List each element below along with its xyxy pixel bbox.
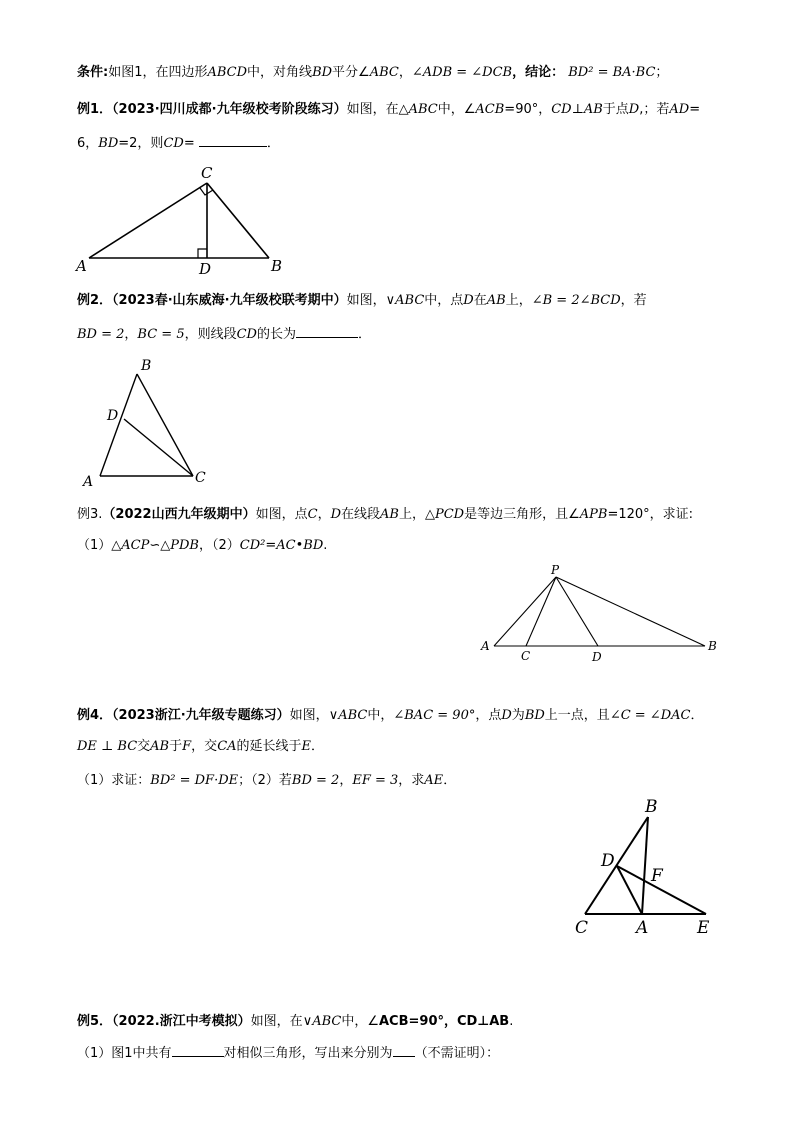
ex1-side-ac	[89, 183, 207, 258]
ex3-source: （2022山西九年级期中）	[102, 507, 256, 522]
ex2-label-d: D	[107, 408, 119, 424]
ex1-right-angle-d	[198, 249, 207, 258]
ex1-answer-blank[interactable]	[199, 134, 267, 147]
ex3-line2: （1）△ACP∽△PDB，（2）CD²=AC•BD.	[77, 538, 328, 553]
ex2-answer-blank[interactable]	[296, 325, 358, 338]
ex5-pairs-blank[interactable]	[393, 1044, 415, 1057]
ex3-segment-pb	[556, 577, 705, 646]
ex4-label-b: B	[645, 797, 658, 817]
ex3-segment-pd	[556, 577, 598, 646]
ex4-heading: 例4．	[77, 708, 113, 723]
ex1-line1: 例1．（2023·四川成都·九年级校考阶段练习）如图，在△ABC中，∠ACB=90°，CD⊥AB于点D,；若AD=	[77, 102, 701, 117]
ex2-segment-cd	[124, 419, 193, 476]
ex1-label-a: A	[76, 257, 87, 275]
ex4-label-a: A	[636, 918, 649, 938]
ex4-label-e: E	[697, 918, 710, 938]
ex5-count-blank[interactable]	[172, 1044, 224, 1057]
ex5-source: （2022.浙江中考模拟）	[112, 1014, 251, 1029]
ex1-line2: 6，BD=2，则CD= ．	[77, 136, 280, 151]
ex4-segment-cb	[585, 817, 648, 914]
ex3-heading: 例3.	[77, 507, 103, 522]
ex4-label-d: D	[601, 851, 615, 871]
condition-line: 条件:如图1，在四边形ABCD中，对角线BD平分∠ABC，∠ADB = ∠DCB，结论： BD² = BA·BC；	[77, 65, 669, 80]
ex3-segment-pa	[494, 577, 556, 646]
ex5-line2: （1）图1中共有 对相似三角形，写出来分别为 （不需证明）：	[77, 1046, 500, 1061]
ex3-figure	[478, 558, 723, 668]
ex1-label-c: C	[201, 164, 213, 182]
ex5-line1: 例5．（2022.浙江中考模拟）如图，在∨ABC中，∠ACB=90°，CD⊥AB.	[77, 1014, 514, 1029]
ex2-side-bc	[137, 374, 193, 476]
ex1-label-b: B	[271, 257, 283, 275]
ex3-label-c: C	[521, 649, 531, 663]
ex1-source: （2023·四川成都·九年级校考阶段练习）	[112, 102, 347, 117]
condition-label: 条件:	[77, 65, 109, 80]
ex4-label-f: F	[651, 866, 663, 886]
ex4-figure	[570, 792, 720, 942]
ex2-heading: 例2．	[77, 293, 113, 308]
ex1-side-cb	[207, 183, 269, 258]
ex2-label-a: A	[83, 474, 94, 490]
ex3-label-a: A	[481, 639, 490, 653]
ex2-line1: 例2．（2023春·山东威海·九年级校联考期中）如图，∨ABC中，点D在AB上，∠B = 2∠BCD，若	[77, 293, 647, 308]
ex2-source: （2023春·山东威海·九年级校联考期中）	[112, 293, 347, 308]
ex3-segment-pc	[526, 577, 556, 646]
ex2-figure	[80, 352, 220, 492]
ex4-segment-ab	[642, 817, 648, 914]
ex1-label-d: D	[199, 260, 212, 278]
ex2-label-c: C	[195, 470, 206, 486]
condition-conclusion: BD² = BA·BC	[568, 65, 656, 80]
ex2-line2: BD = 2，BC = 5，则线段CD的长为 ．	[77, 327, 372, 342]
ex3-label-p: P	[551, 563, 560, 577]
ex3-label-b: B	[708, 639, 717, 653]
ex3-label-d: D	[592, 650, 602, 664]
ex5-heading: 例5．	[77, 1014, 113, 1029]
ex4-source: （2023浙江·九年级专题练习）	[112, 708, 290, 723]
ex2-label-b: B	[141, 358, 152, 374]
ex4-label-c: C	[575, 918, 589, 938]
ex1-figure	[70, 158, 300, 278]
ex4-line3: （1）求证：BD² = DF·DE；（2）若BD = 2，EF = 3，求AE．	[77, 773, 457, 788]
ex3-line1: 例3.（2022山西九年级期中）如图，点C，D在线段AB上，△PCD是等边三角形，且∠APB=120°，求证:	[77, 507, 694, 522]
ex4-line1: 例4．（2023浙江·九年级专题练习）如图，∨ABC中，∠BAC = 90°，点D为BD上一点，且∠C = ∠DAC．	[77, 708, 704, 723]
ex1-heading: 例1．	[77, 102, 113, 117]
ex4-line2: DE ⊥ BC交AB于F，交CA的延长线于E．	[77, 739, 325, 754]
